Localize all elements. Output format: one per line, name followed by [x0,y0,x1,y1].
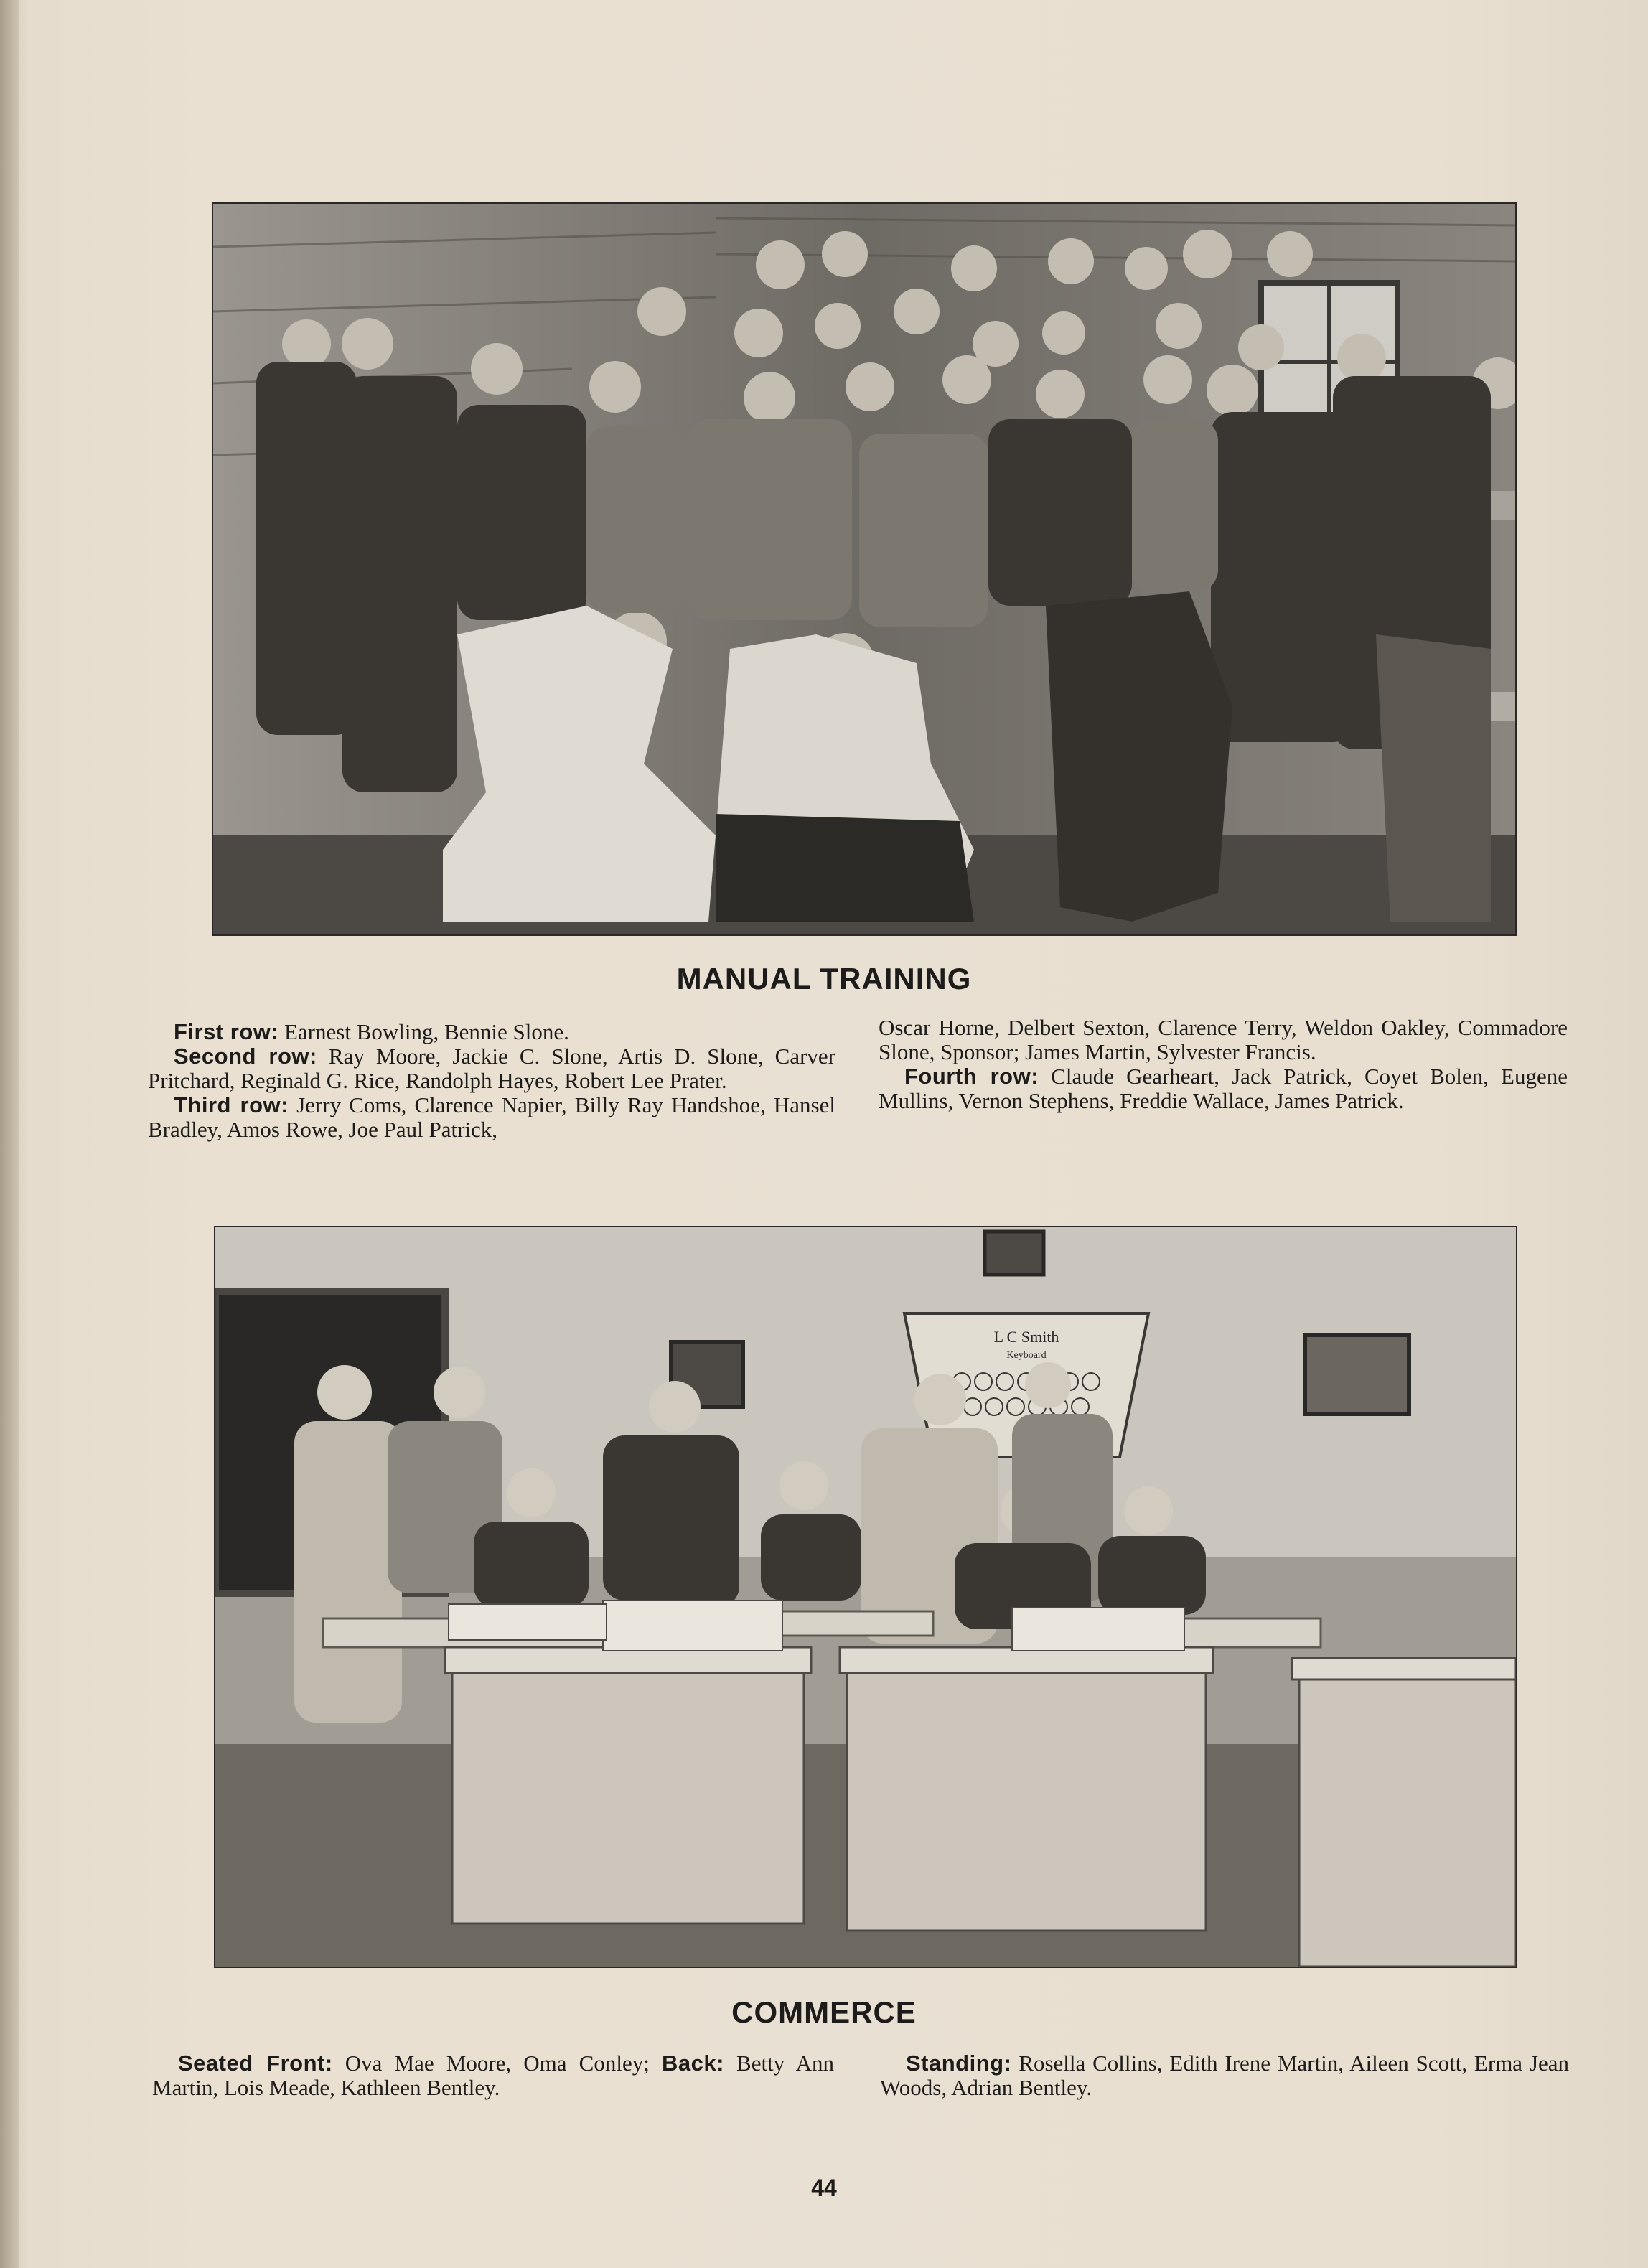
commerce-caption-right [880,2051,1569,2100]
second-row-names: Ray Moore, Jackie C. Slone, Artis D. Slone, Carver Pritchard, Reginald G. Rice, Randolph Hayes, Robert Lee Prater. [148,1044,836,1093]
commerce-caption-left [152,2051,834,2100]
standing-label: Standing: [906,2051,1012,2076]
first-row-label: First row: [174,1019,279,1044]
chart-sign-subtext: Keyboard [1006,1350,1047,1361]
commerce-photo-art [215,1227,1516,1967]
manual-training-caption-right [879,1016,1568,1113]
fourth-row-names: Claude Gearheart, Jack Patrick, Coyet Bolen, Eugene Mullins, Vernon Stephens, Freddie Wallace, James Patrick. [879,1064,1568,1113]
manual-training-heading: MANUAL TRAINING [676,962,972,995]
fourth-row-paragraph [879,1064,1568,1113]
first-row-paragraph [148,1020,835,1044]
seated-front-label: Seated Front: [178,2051,333,2076]
second-row-paragraph [148,1044,835,1093]
back-names: Betty Ann Martin, Lois Meade, Kathleen Bentley. [152,2051,834,2100]
third-row-paragraph [148,1093,835,1142]
third-row-continued-paragraph [879,1016,1568,1064]
standing-paragraph [880,2051,1569,2100]
page-number: 44 [811,2175,837,2201]
seated-paragraph [152,2051,834,2100]
seated-front-names: Ova Mae Moore, Oma Conley; [345,2051,650,2076]
third-row-continued-names: Oscar Horne, Delbert Sexton, Clarence Terry, Weldon Oakley, Commadore Slone, Sponsor; James Martin, Sylvester Francis. [879,1015,1568,1064]
page-binding-edge [0,0,19,2268]
fourth-row-label: Fourth row: [904,1064,1039,1089]
manual-training-photo [212,202,1517,936]
chart-sign-text: L C Smith [993,1328,1059,1346]
second-row-label: Second row: [174,1044,317,1069]
first-row-names: Earnest Bowling, Bennie Slone. [284,1019,569,1044]
third-row-label: Third row: [174,1092,289,1117]
back-label: Back: [661,2051,724,2076]
standing-names: Rosella Collins, Edith Irene Martin, Aileen Scott, Erma Jean Woods, Adrian Bentley. [880,2051,1570,2100]
manual-training-caption-left [148,1020,835,1142]
commerce-photo [214,1226,1517,1968]
third-row-names: Jerry Coms, Clarence Napier, Billy Ray Handshoe, Hansel Bradley, Amos Rowe, Joe Paul Patrick, [148,1092,835,1142]
commerce-heading: COMMERCE [731,1995,917,2029]
manual-training-photo-art [213,204,1515,934]
